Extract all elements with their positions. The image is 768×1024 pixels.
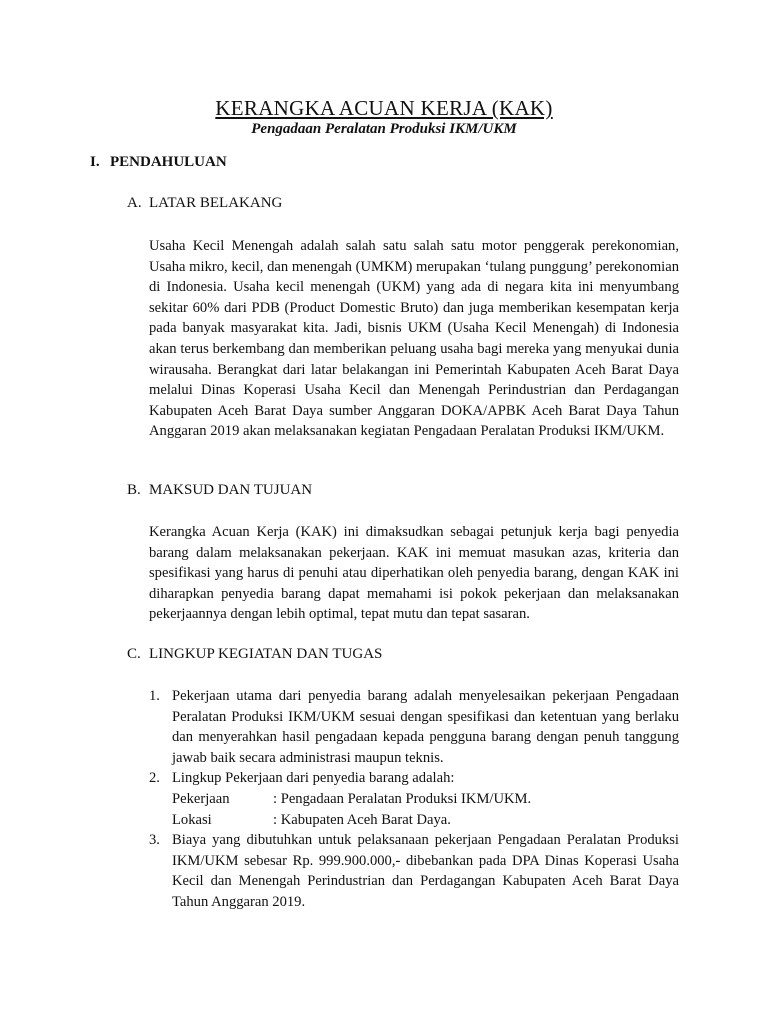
subheading-title: LINGKUP KEGIATAN DAN TUGAS [149,646,383,662]
list-item [149,686,679,768]
section-heading-pendahuluan [90,154,227,171]
paragraph-latar-belakang: Usaha Kecil Menengah adalah salah satu salah satu motor penggerak perekonomian, Usaha mikro, kecil, dan menengah (UMKM) merupakan ‘tulang punggung’ perekonomian di Indonesia. Usaha kecil menengah (UKM) yang ada di negara kita ini menyumbang sekitar 60% dari PDB (Product Domestic Bruto) dan juga memberikan kesempatan kerja pada banyak masyarakat kita. Jadi, bisnis UKM (Usaha Kecil Menengah) di Indonesia akan terus berkembang dan memberikan peluang usaha bagi mereka yang menyukai dunia wirausaha. Berangkat dari latar belakangan ini Pemerintah Kabupaten Aceh Barat Daya melalui Dinas Koperasi Usaha Kecil dan Menengah Perindustrian dan Perdagangan Kabupaten Aceh Barat Daya sumber Anggaran DOKA/APBK Aceh Barat Daya Tahun Anggaran 2019 akan melaksanakan kegiatan Pengadaan Peralatan Produksi IKM/UKM. [149,238,679,440]
list-item-number: 3. [149,832,160,849]
subheading-letter: B. [127,482,141,498]
subheading-title: MAKSUD DAN TUJUAN [149,482,313,498]
subheading-letter: A. [127,195,142,211]
scope-row-lokasi [172,810,679,831]
scope-row-key: Lokasi [172,811,212,828]
scope-row-key: Pekerjaan [172,790,230,807]
list-item-text: Biaya yang dibutuhkan untuk pelaksanaan pekerjaan Pengadaan Peralatan Produksi IKM/UKM sebesar Rp. 999.900.000,- dibebankan pada DPA Dinas Koperasi Usaha Kecil dan Menengah Perindustrian dan Perdagangan Kabupaten Aceh Barat Daya Tahun Anggaran 2019. [172,832,679,910]
section-title: PENDAHULUAN [110,154,227,170]
list-item-number: 1. [149,688,160,704]
scope-row-pekerjaan [172,789,679,810]
list-item-number: 2. [149,770,160,787]
list-item [149,768,679,830]
subheading-latar-belakang [127,195,282,212]
list-item [149,830,679,912]
subheading-title: LATAR BELAKANG [149,195,283,211]
paragraph-maksud-tujuan: Kerangka Acuan Kerja (KAK) ini dimaksudkan sebagai petunjuk kerja bagi penyedia barang dalam melaksanakan pekerjaan. KAK ini memuat masukan azas, kriteria dan spesifikasi yang harus di penuhi atau diperhatikan oleh penyedia barang, dengan KAK ini diharapkan penyedia barang dapat memahami isi pokok pekerjaan dan melaksanakan pekerjaannya dengan lebih optimal, tepat mutu dan tepat sasaran. [149,524,679,623]
document-subtitle: Pengadaan Peralatan Produksi IKM/UKM [251,121,517,137]
subheading-lingkup-kegiatan [127,646,382,663]
scope-row-value: : Kabupaten Aceh Barat Daya. [273,811,451,828]
subheading-maksud-tujuan [127,482,312,499]
list-item-text: Pekerjaan utama dari penyedia barang adalah menyelesaikan pekerjaan Pengadaan Peralatan Produksi IKM/UKM sesuai dengan spesifikasi dan ketentuan yang berlaku dan menyerahkan hasil pengadaan kepada pengguna barang dengan penuh tanggung jawab baik secara administrasi maupun teknis. [172,688,679,766]
section-number: I. [90,154,100,170]
subheading-letter: C. [127,646,141,662]
scope-row-value: : Pengadaan Peralatan Produksi IKM/UKM. [273,790,532,807]
scope-list [149,686,679,913]
list-item-text: Lingkup Pekerjaan dari penyedia barang adalah: [172,770,455,787]
document-title: KERANGKA ACUAN KERJA (KAK) [215,96,553,120]
